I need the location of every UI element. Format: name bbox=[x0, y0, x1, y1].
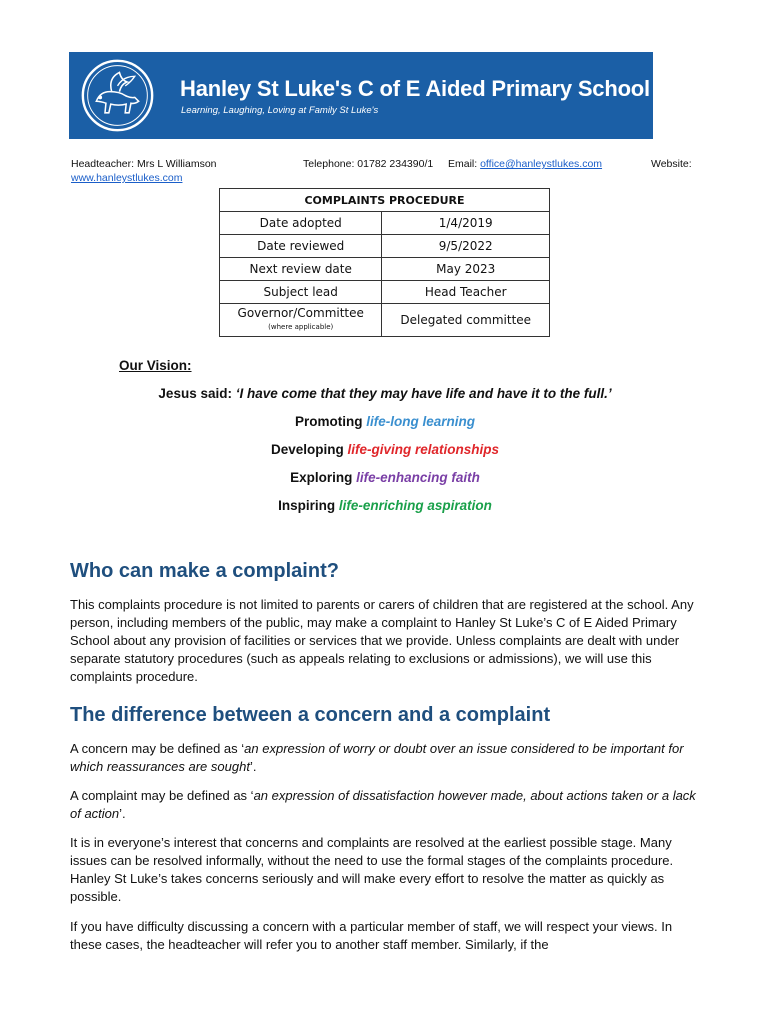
school-banner bbox=[69, 52, 653, 139]
section-heading-who: Who can make a complaint? bbox=[70, 560, 339, 582]
vision-phrase: life-long learning bbox=[366, 414, 475, 429]
concern-definition bbox=[70, 740, 705, 776]
vision-line-1 bbox=[0, 414, 770, 429]
vision-title: Our Vision: bbox=[119, 358, 192, 373]
who-paragraph: This complaints procedure is not limited to parents or carers of children that are registered at the school. Any person, including members of the public, may make a complaint to Hanley St Luke’s C of E Aided Primary School about any provision of facilities or services that we provide. Unless complaints are dealt with under separate statutory procedures (such as appeals relating to exclusions or admissions), we will use this complaints procedure. bbox=[70, 597, 694, 684]
table-row bbox=[220, 235, 550, 258]
governor-label: Governor/Committee bbox=[237, 306, 364, 320]
winged-ox-logo-icon bbox=[79, 57, 156, 134]
table-row bbox=[220, 281, 550, 304]
table-row bbox=[220, 212, 550, 235]
telephone: Telephone: 01782 234390/1 bbox=[303, 158, 434, 170]
vision-line-3 bbox=[0, 470, 770, 485]
row-value: May 2023 bbox=[382, 258, 550, 281]
vision-phrase: life-enriching aspiration bbox=[338, 498, 492, 513]
governor-note: (where applicable) bbox=[268, 323, 334, 331]
quote-prefix: Jesus said: bbox=[158, 386, 236, 401]
row-label: Subject lead bbox=[220, 281, 382, 304]
governor-value: Delegated committee bbox=[382, 304, 550, 337]
vision-phrase: life-giving relationships bbox=[347, 442, 500, 457]
difficulty-paragraph: If you have difficulty discussing a concern with a particular member of staff, we will respect your views. In these cases, the headteacher will refer you to another staff member. Similarly, if the bbox=[70, 919, 673, 952]
vision-line-2 bbox=[0, 442, 770, 457]
governor-cell bbox=[220, 304, 382, 337]
definition-suffix: ’. bbox=[249, 759, 257, 774]
vision-verb: Inspiring bbox=[278, 498, 339, 513]
row-value: 9/5/2022 bbox=[382, 235, 550, 258]
row-value: Head Teacher bbox=[382, 281, 550, 304]
school-name: Hanley St Luke's C of E Aided Primary School bbox=[180, 76, 650, 101]
vision-verb: Promoting bbox=[294, 414, 367, 429]
definition-suffix: ’. bbox=[119, 806, 126, 821]
resolution-paragraph: It is in everyone’s interest that concerns and complaints are resolved at the earliest possible stage. Many issues can be resolved informally, without the need to use the formal stages of the complaints procedure. Hanley St Luke’s takes concerns seriously and will make every effort to resolve the matter as quickly as possible. bbox=[70, 835, 674, 904]
row-label: Date adopted bbox=[220, 212, 382, 235]
email-line bbox=[448, 158, 602, 170]
headteacher-name: Headteacher: Mrs L Williamson bbox=[71, 158, 217, 170]
section-heading-difference: The difference between a concern and a complaint bbox=[70, 704, 551, 726]
website-label: Website: bbox=[651, 158, 692, 170]
policy-info-table bbox=[219, 188, 550, 337]
table-heading: COMPLAINTS PROCEDURE bbox=[220, 189, 550, 212]
definition-prefix: A complaint may be defined as ‘ bbox=[70, 788, 254, 803]
school-tagline: Learning, Laughing, Loving at Family St Luke's bbox=[181, 105, 379, 116]
row-label: Date reviewed bbox=[220, 235, 382, 258]
complaint-definition bbox=[70, 787, 705, 823]
email-link[interactable]: office@hanleystlukes.com bbox=[480, 158, 603, 170]
vision-verb: Developing bbox=[270, 442, 348, 457]
website-link[interactable]: www.hanleystlukes.com bbox=[71, 172, 183, 184]
table-row bbox=[220, 304, 550, 337]
definition-prefix: A concern may be defined as ‘ bbox=[70, 741, 245, 756]
email-label: Email: bbox=[448, 158, 481, 170]
quote-text: ‘I have come that they may have life and have it to the full.’ bbox=[235, 386, 612, 401]
vision-quote bbox=[0, 386, 770, 401]
definition-text: an expression of dissatisfaction however made, about actions taken or a lack of action bbox=[70, 788, 696, 821]
table-row bbox=[220, 258, 550, 281]
definition-text: an expression of worry or doubt over an issue considered to be important for which reassurances are sought bbox=[70, 741, 684, 774]
vision-verb: Exploring bbox=[290, 470, 357, 485]
vision-phrase: life-enhancing faith bbox=[356, 470, 480, 485]
vision-line-4 bbox=[0, 498, 770, 513]
row-value: 1/4/2019 bbox=[382, 212, 550, 235]
row-label: Next review date bbox=[220, 258, 382, 281]
